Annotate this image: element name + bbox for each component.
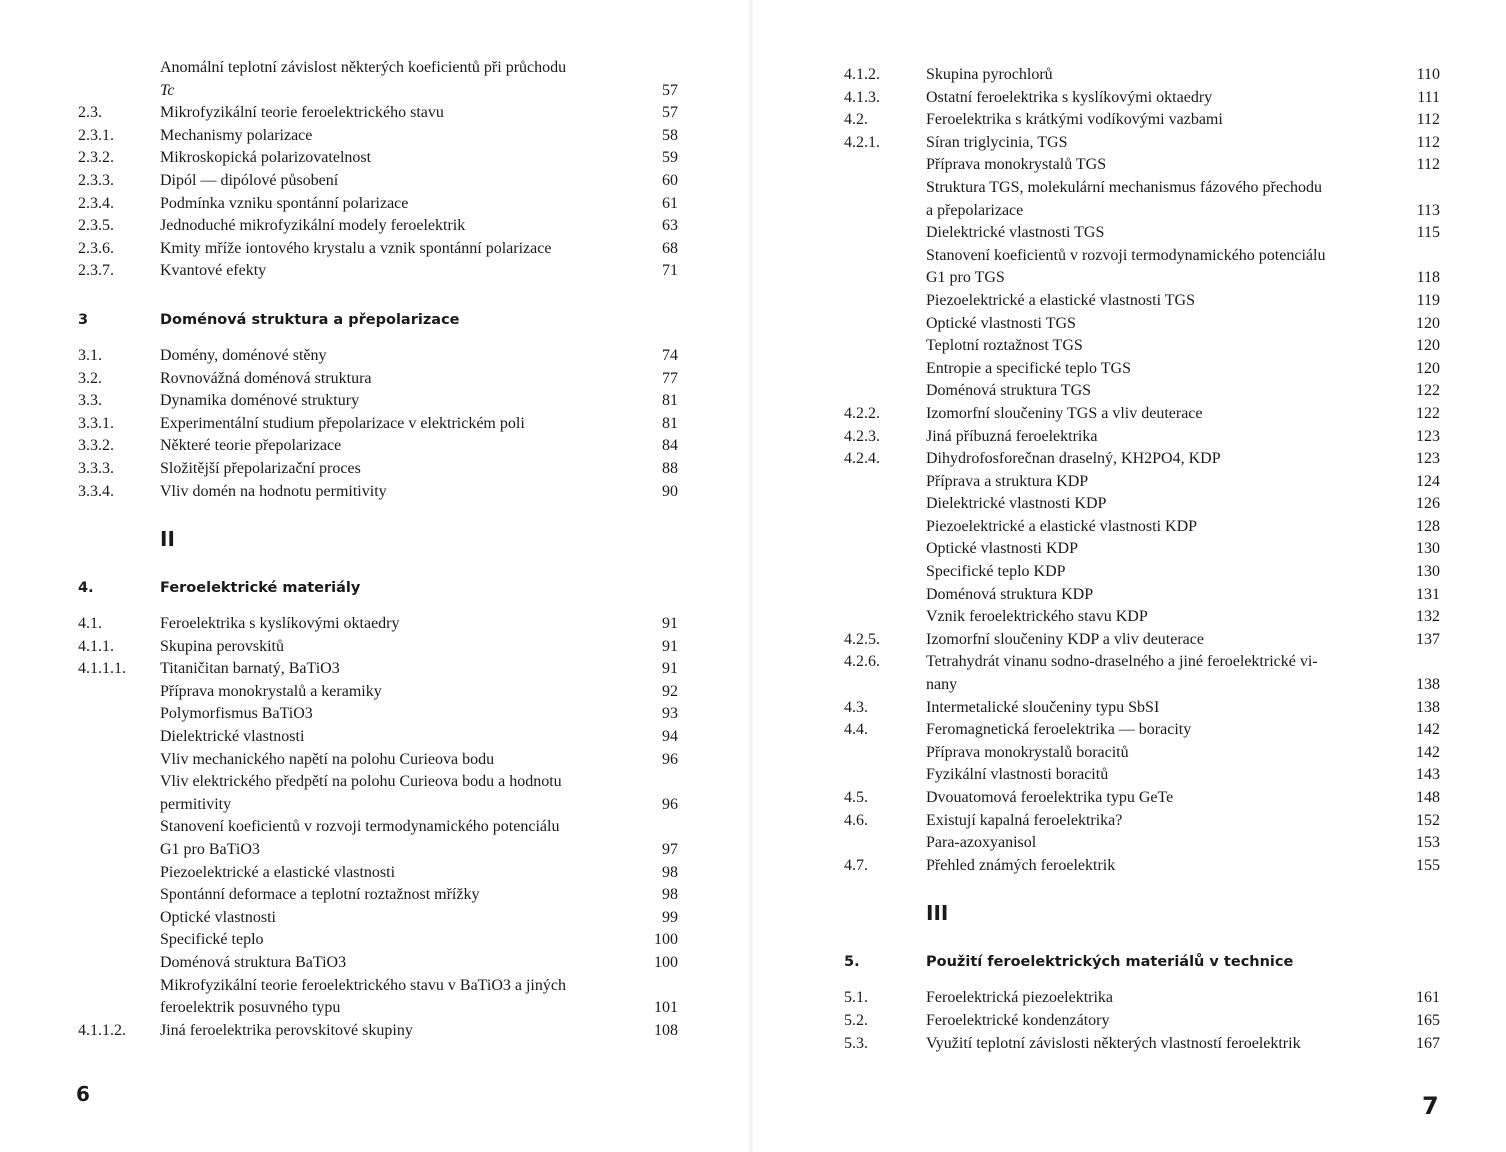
section-number: 2.3.1. bbox=[78, 126, 114, 144]
page-ref: 123 bbox=[1416, 427, 1440, 445]
section-title: Tetrahydrát vinanu sodno-draselného a jiné feroelektrické vi- bbox=[926, 653, 1318, 671]
section-number: 3.3.4. bbox=[78, 482, 114, 500]
page-ref: 112 bbox=[1416, 156, 1440, 174]
toc-entry bbox=[78, 907, 678, 930]
page-ref: 91 bbox=[662, 660, 678, 678]
toc-entry bbox=[844, 109, 1440, 132]
section-title: feroelektrik posuvného typu bbox=[160, 999, 341, 1017]
section-title: Příprava monokrystalů boracitů bbox=[926, 743, 1129, 761]
toc-right bbox=[844, 64, 1440, 1055]
page-ref: 108 bbox=[654, 1021, 678, 1039]
toc-entry bbox=[78, 997, 678, 1020]
toc-entry bbox=[844, 200, 1440, 223]
page-ref: 118 bbox=[1416, 269, 1440, 287]
section-number: 5.3. bbox=[844, 1034, 868, 1052]
toc-entry bbox=[844, 177, 1440, 200]
chapter-heading bbox=[78, 577, 678, 599]
toc-entry bbox=[78, 658, 678, 681]
page-ref: 98 bbox=[662, 886, 678, 904]
toc-entry bbox=[844, 380, 1440, 403]
section-title: Složitější přepolarizační proces bbox=[160, 459, 361, 477]
page-ref: 123 bbox=[1416, 450, 1440, 468]
part-heading: II bbox=[160, 527, 175, 552]
toc-entry bbox=[78, 260, 678, 283]
section-number: 4.2.6. bbox=[844, 653, 880, 671]
section-title: Ostatní feroelektrika s kyslíkovými oktaedry bbox=[926, 88, 1213, 106]
section-number: 5.1. bbox=[844, 989, 868, 1007]
page-ref: 153 bbox=[1416, 834, 1440, 852]
toc-entry bbox=[78, 975, 678, 998]
section-title: Mikrofyzikální teorie feroelektrického stavu bbox=[160, 104, 444, 122]
page-ref: 58 bbox=[662, 126, 678, 144]
section-title: Síran triglycinia, TGS bbox=[926, 133, 1068, 151]
page-ref: 130 bbox=[1416, 540, 1440, 558]
section-title: Feroelektrika s kyslíkovými oktaedry bbox=[160, 615, 400, 633]
section-number: 4.2.2. bbox=[844, 404, 880, 422]
right-page bbox=[752, 0, 1506, 1152]
page-ref: 131 bbox=[1416, 585, 1440, 603]
part-heading: III bbox=[926, 901, 949, 926]
toc-entry bbox=[78, 458, 678, 481]
page-ref: 122 bbox=[1416, 382, 1440, 400]
toc-entry bbox=[844, 1010, 1440, 1033]
toc-entry bbox=[78, 147, 678, 170]
section-title: Doménová struktura a přepolarizace bbox=[160, 311, 460, 328]
section-title: Dvouatomová feroelektrika typu GeTe bbox=[926, 789, 1174, 806]
page-ref: 98 bbox=[662, 863, 678, 881]
page-ref: 96 bbox=[662, 750, 678, 768]
section-title: Vznik feroelektrického stavu KDP bbox=[926, 608, 1148, 626]
section-number: 4.1. bbox=[78, 615, 102, 633]
section-title: Dynamika doménové struktury bbox=[160, 392, 360, 410]
page-ref: 142 bbox=[1416, 743, 1440, 761]
section-title: Skupina pyrochlorů bbox=[926, 66, 1053, 83]
chapter-heading bbox=[844, 951, 1440, 973]
page-ref: 68 bbox=[662, 239, 678, 257]
page-ref: 100 bbox=[654, 931, 678, 949]
toc-entry bbox=[844, 493, 1440, 516]
page-ref: 113 bbox=[1416, 201, 1440, 219]
section-title: Intermetalické sloučeniny typu SbSI bbox=[926, 698, 1160, 716]
section-number: 4.2.3. bbox=[844, 427, 880, 445]
section-title: G1 pro BaTiO3 bbox=[160, 841, 260, 859]
toc-entry bbox=[78, 613, 678, 636]
toc-entry bbox=[844, 1033, 1440, 1056]
toc-entry bbox=[78, 215, 678, 238]
section-number: 3.3. bbox=[78, 392, 102, 410]
page-ref: 93 bbox=[662, 705, 678, 723]
page-ref: 143 bbox=[1416, 766, 1440, 784]
section-title: Mikroskopická polarizovatelnost bbox=[160, 149, 372, 167]
section-title: Vliv domén na hodnotu permitivity bbox=[160, 482, 387, 500]
page-ref: 57 bbox=[662, 81, 678, 99]
section-title: G1 pro TGS bbox=[926, 269, 1005, 287]
section-number: 4.5. bbox=[844, 789, 868, 806]
section-title: Feroelektrické kondenzátory bbox=[926, 1011, 1110, 1029]
toc-entry bbox=[78, 884, 678, 907]
page-ref: 101 bbox=[654, 999, 678, 1017]
toc-entry bbox=[78, 862, 678, 885]
section-title: Existují kapalná feroelektrika? bbox=[926, 811, 1123, 829]
section-title: Izomorfní sloučeniny KDP a vliv deuterace bbox=[926, 630, 1204, 648]
toc-left bbox=[78, 57, 678, 1042]
page-ref: 130 bbox=[1416, 563, 1440, 581]
toc-entry bbox=[78, 681, 678, 704]
toc-entry bbox=[78, 481, 678, 504]
toc-entry bbox=[844, 335, 1440, 358]
section-title: Některé teorie přepolarizace bbox=[160, 437, 342, 455]
page-ref: 111 bbox=[1417, 88, 1440, 106]
section-title: Jiná feroelektrika perovskitové skupiny bbox=[160, 1021, 413, 1039]
section-title: Dielektrické vlastnosti KDP bbox=[926, 495, 1107, 513]
section-number: 2.3.7. bbox=[78, 262, 114, 280]
section-title: Feroelektrické materiály bbox=[160, 580, 361, 597]
section-title: Stanovení koeficientů v rozvoji termodynamického potenciálu bbox=[160, 818, 560, 836]
toc-entry bbox=[844, 358, 1440, 381]
section-number: 2.3.3. bbox=[78, 171, 114, 189]
toc-entry bbox=[78, 345, 678, 368]
toc-entry bbox=[78, 193, 678, 216]
section-title: Kvantové efekty bbox=[160, 262, 267, 280]
section-title: Skupina perovskitů bbox=[160, 637, 284, 655]
toc-entry bbox=[78, 703, 678, 726]
toc-entry bbox=[844, 855, 1440, 878]
page-ref: 161 bbox=[1416, 989, 1440, 1007]
page-ref: 128 bbox=[1416, 517, 1440, 535]
section-title: Kmity mříže iontového krystalu a vznik spontánní polarizace bbox=[160, 239, 552, 257]
section-number: 4.3. bbox=[844, 698, 868, 716]
section-number: 4.1.1. bbox=[78, 637, 114, 655]
toc-entry bbox=[844, 651, 1440, 674]
page-number-left: 6 bbox=[76, 1082, 90, 1106]
section-title: Jednoduché mikrofyzikální modely feroelektrik bbox=[160, 217, 466, 235]
toc-entry bbox=[844, 674, 1440, 697]
page-ref: 155 bbox=[1416, 856, 1440, 874]
page-ref: 165 bbox=[1416, 1011, 1440, 1029]
toc-entry bbox=[78, 413, 678, 436]
section-title: Feroelektrická piezoelektrika bbox=[926, 989, 1114, 1007]
toc-entry bbox=[844, 471, 1440, 494]
section-number: 4.1.3. bbox=[844, 88, 880, 106]
toc-entry bbox=[844, 719, 1440, 742]
toc-entry bbox=[78, 771, 678, 794]
toc-entry bbox=[844, 697, 1440, 720]
section-title: Příprava monokrystalů TGS bbox=[926, 156, 1107, 174]
page-ref: 132 bbox=[1416, 608, 1440, 626]
section-title: Rovnovážná doménová struktura bbox=[160, 369, 372, 387]
page-ref: 110 bbox=[1416, 66, 1440, 83]
toc-entry bbox=[78, 57, 678, 80]
section-title: Dihydrofosforečnan draselný, KH2PO4, KDP bbox=[926, 450, 1221, 468]
section-title: Použití feroelektrických materiálů v technice bbox=[926, 954, 1294, 971]
page-ref: 124 bbox=[1416, 472, 1440, 490]
page-ref: 97 bbox=[662, 841, 678, 859]
section-title: Experimentální studium přepolarizace v elektrickém poli bbox=[160, 414, 525, 432]
page-ref: 100 bbox=[654, 954, 678, 971]
toc-entry bbox=[844, 267, 1440, 290]
section-title: Struktura TGS, molekulární mechanismus fázového přechodu bbox=[926, 178, 1323, 196]
section-title: Doménová struktura BaTiO3 bbox=[160, 954, 347, 971]
toc-entry bbox=[844, 561, 1440, 584]
section-title: Využití teplotní závislosti některých vlastností feroelektrik bbox=[926, 1034, 1301, 1052]
section-number: 2.3.6. bbox=[78, 239, 114, 257]
section-title: Dipól — dipólové působení bbox=[160, 171, 339, 189]
chapter-heading bbox=[78, 309, 678, 331]
page-ref: 152 bbox=[1416, 811, 1440, 829]
toc-entry bbox=[844, 764, 1440, 787]
section-number: 4.1.1.2. bbox=[78, 1021, 126, 1039]
section-number: 5.2. bbox=[844, 1011, 868, 1029]
section-title: Piezoelektrické a elastické vlastnosti TGS bbox=[926, 291, 1195, 309]
page-ref: 142 bbox=[1416, 721, 1440, 739]
toc-entry bbox=[78, 839, 678, 862]
page-ref: 59 bbox=[662, 149, 678, 167]
section-number: 4.4. bbox=[844, 721, 868, 739]
toc-entry bbox=[78, 80, 678, 103]
toc-entry bbox=[78, 1020, 678, 1043]
toc-entry bbox=[844, 538, 1440, 561]
section-number: 2.3. bbox=[78, 104, 102, 122]
page-ref: 71 bbox=[662, 262, 678, 280]
section-title: Dielektrické vlastnosti TGS bbox=[926, 224, 1105, 242]
section-number: 4. bbox=[78, 580, 94, 597]
page-ref: 91 bbox=[662, 637, 678, 655]
section-title: Polymorfismus BaTiO3 bbox=[160, 705, 313, 723]
page-ref: 126 bbox=[1416, 495, 1440, 513]
section-title: Domény, doménové stěny bbox=[160, 346, 327, 364]
section-title: Vliv elektrického předpětí na polohu Curieova bodu a hodnotu bbox=[160, 773, 562, 791]
section-title: Piezoelektrické a elastické vlastnosti bbox=[160, 863, 396, 881]
section-title: Příprava monokrystalů a keramiky bbox=[160, 682, 382, 700]
section-number: 4.2. bbox=[844, 111, 868, 129]
toc-entry bbox=[844, 584, 1440, 607]
section-title: Anomální teplotní závislost některých koeficientů při průchodu bbox=[160, 59, 567, 76]
section-number: 3.3.2. bbox=[78, 437, 114, 455]
toc-entry bbox=[78, 368, 678, 391]
section-title: Vliv mechanického napětí na polohu Curieova bodu bbox=[160, 750, 495, 768]
page-ref: 138 bbox=[1416, 676, 1440, 694]
toc-entry bbox=[844, 64, 1440, 87]
page-ref: 115 bbox=[1416, 224, 1440, 242]
section-title: nany bbox=[926, 676, 958, 694]
section-title: a přepolarizace bbox=[926, 201, 1024, 219]
toc-entry bbox=[78, 390, 678, 413]
section-title: Podmínka vzniku spontánní polarizace bbox=[160, 194, 409, 212]
toc-entry bbox=[78, 749, 678, 772]
toc-entry bbox=[844, 132, 1440, 155]
section-number: 4.2.1. bbox=[844, 133, 880, 151]
section-number: 2.3.4. bbox=[78, 194, 114, 212]
section-title: Fyzikální vlastnosti boracitů bbox=[926, 766, 1109, 784]
section-title: Optické vlastnosti bbox=[160, 908, 276, 926]
toc-entry bbox=[844, 87, 1440, 110]
section-number: 4.2.5. bbox=[844, 630, 880, 648]
toc-entry bbox=[844, 787, 1440, 810]
toc-entry bbox=[78, 435, 678, 458]
page-ref: 84 bbox=[662, 437, 678, 455]
section-number: 3.3.1. bbox=[78, 414, 114, 432]
section-title: Specifické teplo KDP bbox=[926, 563, 1066, 581]
section-title: Doménová struktura KDP bbox=[926, 585, 1094, 603]
section-title: Optické vlastnosti TGS bbox=[926, 314, 1076, 332]
section-title: Para-azoxyanisol bbox=[926, 834, 1037, 852]
page-ref: 74 bbox=[662, 346, 678, 364]
section-number: 3.3.3. bbox=[78, 459, 114, 477]
page-ref: 120 bbox=[1416, 314, 1440, 332]
section-number: 4.7. bbox=[844, 856, 868, 874]
left-page bbox=[0, 0, 752, 1152]
section-title: Titaničitan barnatý, BaTiO3 bbox=[160, 660, 340, 678]
page-ref: 77 bbox=[662, 369, 678, 387]
section-number: 2.3.2. bbox=[78, 149, 114, 167]
page-ref: 81 bbox=[662, 414, 678, 432]
section-title: Dielektrické vlastnosti bbox=[160, 728, 305, 746]
toc-entry bbox=[78, 816, 678, 839]
section-title: Mechanismy polarizace bbox=[160, 126, 313, 144]
page-number-right: 7 bbox=[1422, 1092, 1439, 1120]
section-title: Optické vlastnosti KDP bbox=[926, 540, 1078, 558]
page-ref: 90 bbox=[662, 482, 678, 500]
toc-entry bbox=[844, 987, 1440, 1010]
toc-entry bbox=[844, 516, 1440, 539]
toc-entry bbox=[844, 629, 1440, 652]
section-title: Teplotní roztažnost TGS bbox=[926, 337, 1083, 355]
toc-entry bbox=[78, 102, 678, 125]
toc-entry bbox=[78, 636, 678, 659]
section-title: Stanovení koeficientů v rozvoji termodynamického potenciálu bbox=[926, 246, 1326, 264]
toc-entry bbox=[78, 726, 678, 749]
section-number: 2.3.5. bbox=[78, 217, 114, 235]
page-ref: 167 bbox=[1416, 1034, 1440, 1052]
section-title: Přehled známých feroelektrik bbox=[926, 856, 1116, 874]
page-ref: 60 bbox=[662, 171, 678, 189]
page-ref: 94 bbox=[662, 728, 678, 746]
section-number: 3.1. bbox=[78, 346, 102, 364]
toc-entry bbox=[78, 238, 678, 261]
page-ref: 119 bbox=[1416, 291, 1440, 309]
section-title: Piezoelektrické a elastické vlastnosti KDP bbox=[926, 517, 1198, 535]
section-number: 3 bbox=[78, 311, 89, 328]
section-title: Jiná příbuzná feroelektrika bbox=[926, 427, 1098, 445]
page-ref: 112 bbox=[1416, 133, 1440, 151]
page-ref: 138 bbox=[1416, 698, 1440, 716]
toc-entry bbox=[844, 403, 1440, 426]
toc-entry bbox=[844, 154, 1440, 177]
toc-entry bbox=[844, 313, 1440, 336]
page-ref: 96 bbox=[662, 795, 678, 813]
section-title: Tc bbox=[160, 81, 175, 99]
toc-entry bbox=[78, 952, 678, 975]
toc-entry bbox=[844, 606, 1440, 629]
section-title: Spontánní deformace a teplotní roztažnost mřížky bbox=[160, 886, 480, 904]
page-ref: 91 bbox=[662, 615, 678, 633]
page-ref: 112 bbox=[1416, 111, 1440, 129]
toc-entry bbox=[78, 170, 678, 193]
page-ref: 99 bbox=[662, 908, 678, 926]
page-ref: 120 bbox=[1416, 359, 1440, 377]
toc-entry bbox=[844, 245, 1440, 268]
section-title: Izomorfní sloučeniny TGS a vliv deuterace bbox=[926, 404, 1203, 422]
page-ref: 88 bbox=[662, 459, 678, 477]
section-number: 5. bbox=[844, 954, 860, 971]
section-title: Entropie a specifické teplo TGS bbox=[926, 359, 1131, 377]
section-title: permitivity bbox=[160, 795, 232, 813]
section-number: 4.1.1.1. bbox=[78, 660, 126, 678]
toc-entry bbox=[78, 125, 678, 148]
page-ref: 63 bbox=[662, 217, 678, 235]
section-number: 4.1.2. bbox=[844, 66, 880, 83]
toc-entry bbox=[844, 222, 1440, 245]
toc-entry bbox=[844, 810, 1440, 833]
section-number: 4.6. bbox=[844, 811, 868, 829]
page-ref: 122 bbox=[1416, 404, 1440, 422]
page-ref: 148 bbox=[1416, 789, 1440, 806]
page-ref: 120 bbox=[1416, 337, 1440, 355]
page-ref: 92 bbox=[662, 682, 678, 700]
toc-entry bbox=[78, 794, 678, 817]
section-title: Příprava a struktura KDP bbox=[926, 472, 1089, 490]
toc-entry bbox=[844, 448, 1440, 471]
toc-entry bbox=[844, 742, 1440, 765]
toc-entry bbox=[844, 290, 1440, 313]
page-ref: 61 bbox=[662, 194, 678, 212]
section-title: Feroelektrika s krátkými vodíkovými vazbami bbox=[926, 111, 1223, 129]
section-title: Doménová struktura TGS bbox=[926, 382, 1092, 400]
toc-entry bbox=[844, 426, 1440, 449]
page-ref: 81 bbox=[662, 392, 678, 410]
toc-entry bbox=[78, 929, 678, 952]
page-ref: 137 bbox=[1416, 630, 1440, 648]
page-ref: 57 bbox=[662, 104, 678, 122]
section-title: Specifické teplo bbox=[160, 931, 264, 949]
toc-entry bbox=[844, 832, 1440, 855]
section-number: 3.2. bbox=[78, 369, 102, 387]
section-title: Feromagnetická feroelektrika — boracity bbox=[926, 721, 1192, 739]
section-title: Mikrofyzikální teorie feroelektrického stavu v BaTiO3 a jiných bbox=[160, 976, 566, 994]
section-number: 4.2.4. bbox=[844, 450, 880, 468]
